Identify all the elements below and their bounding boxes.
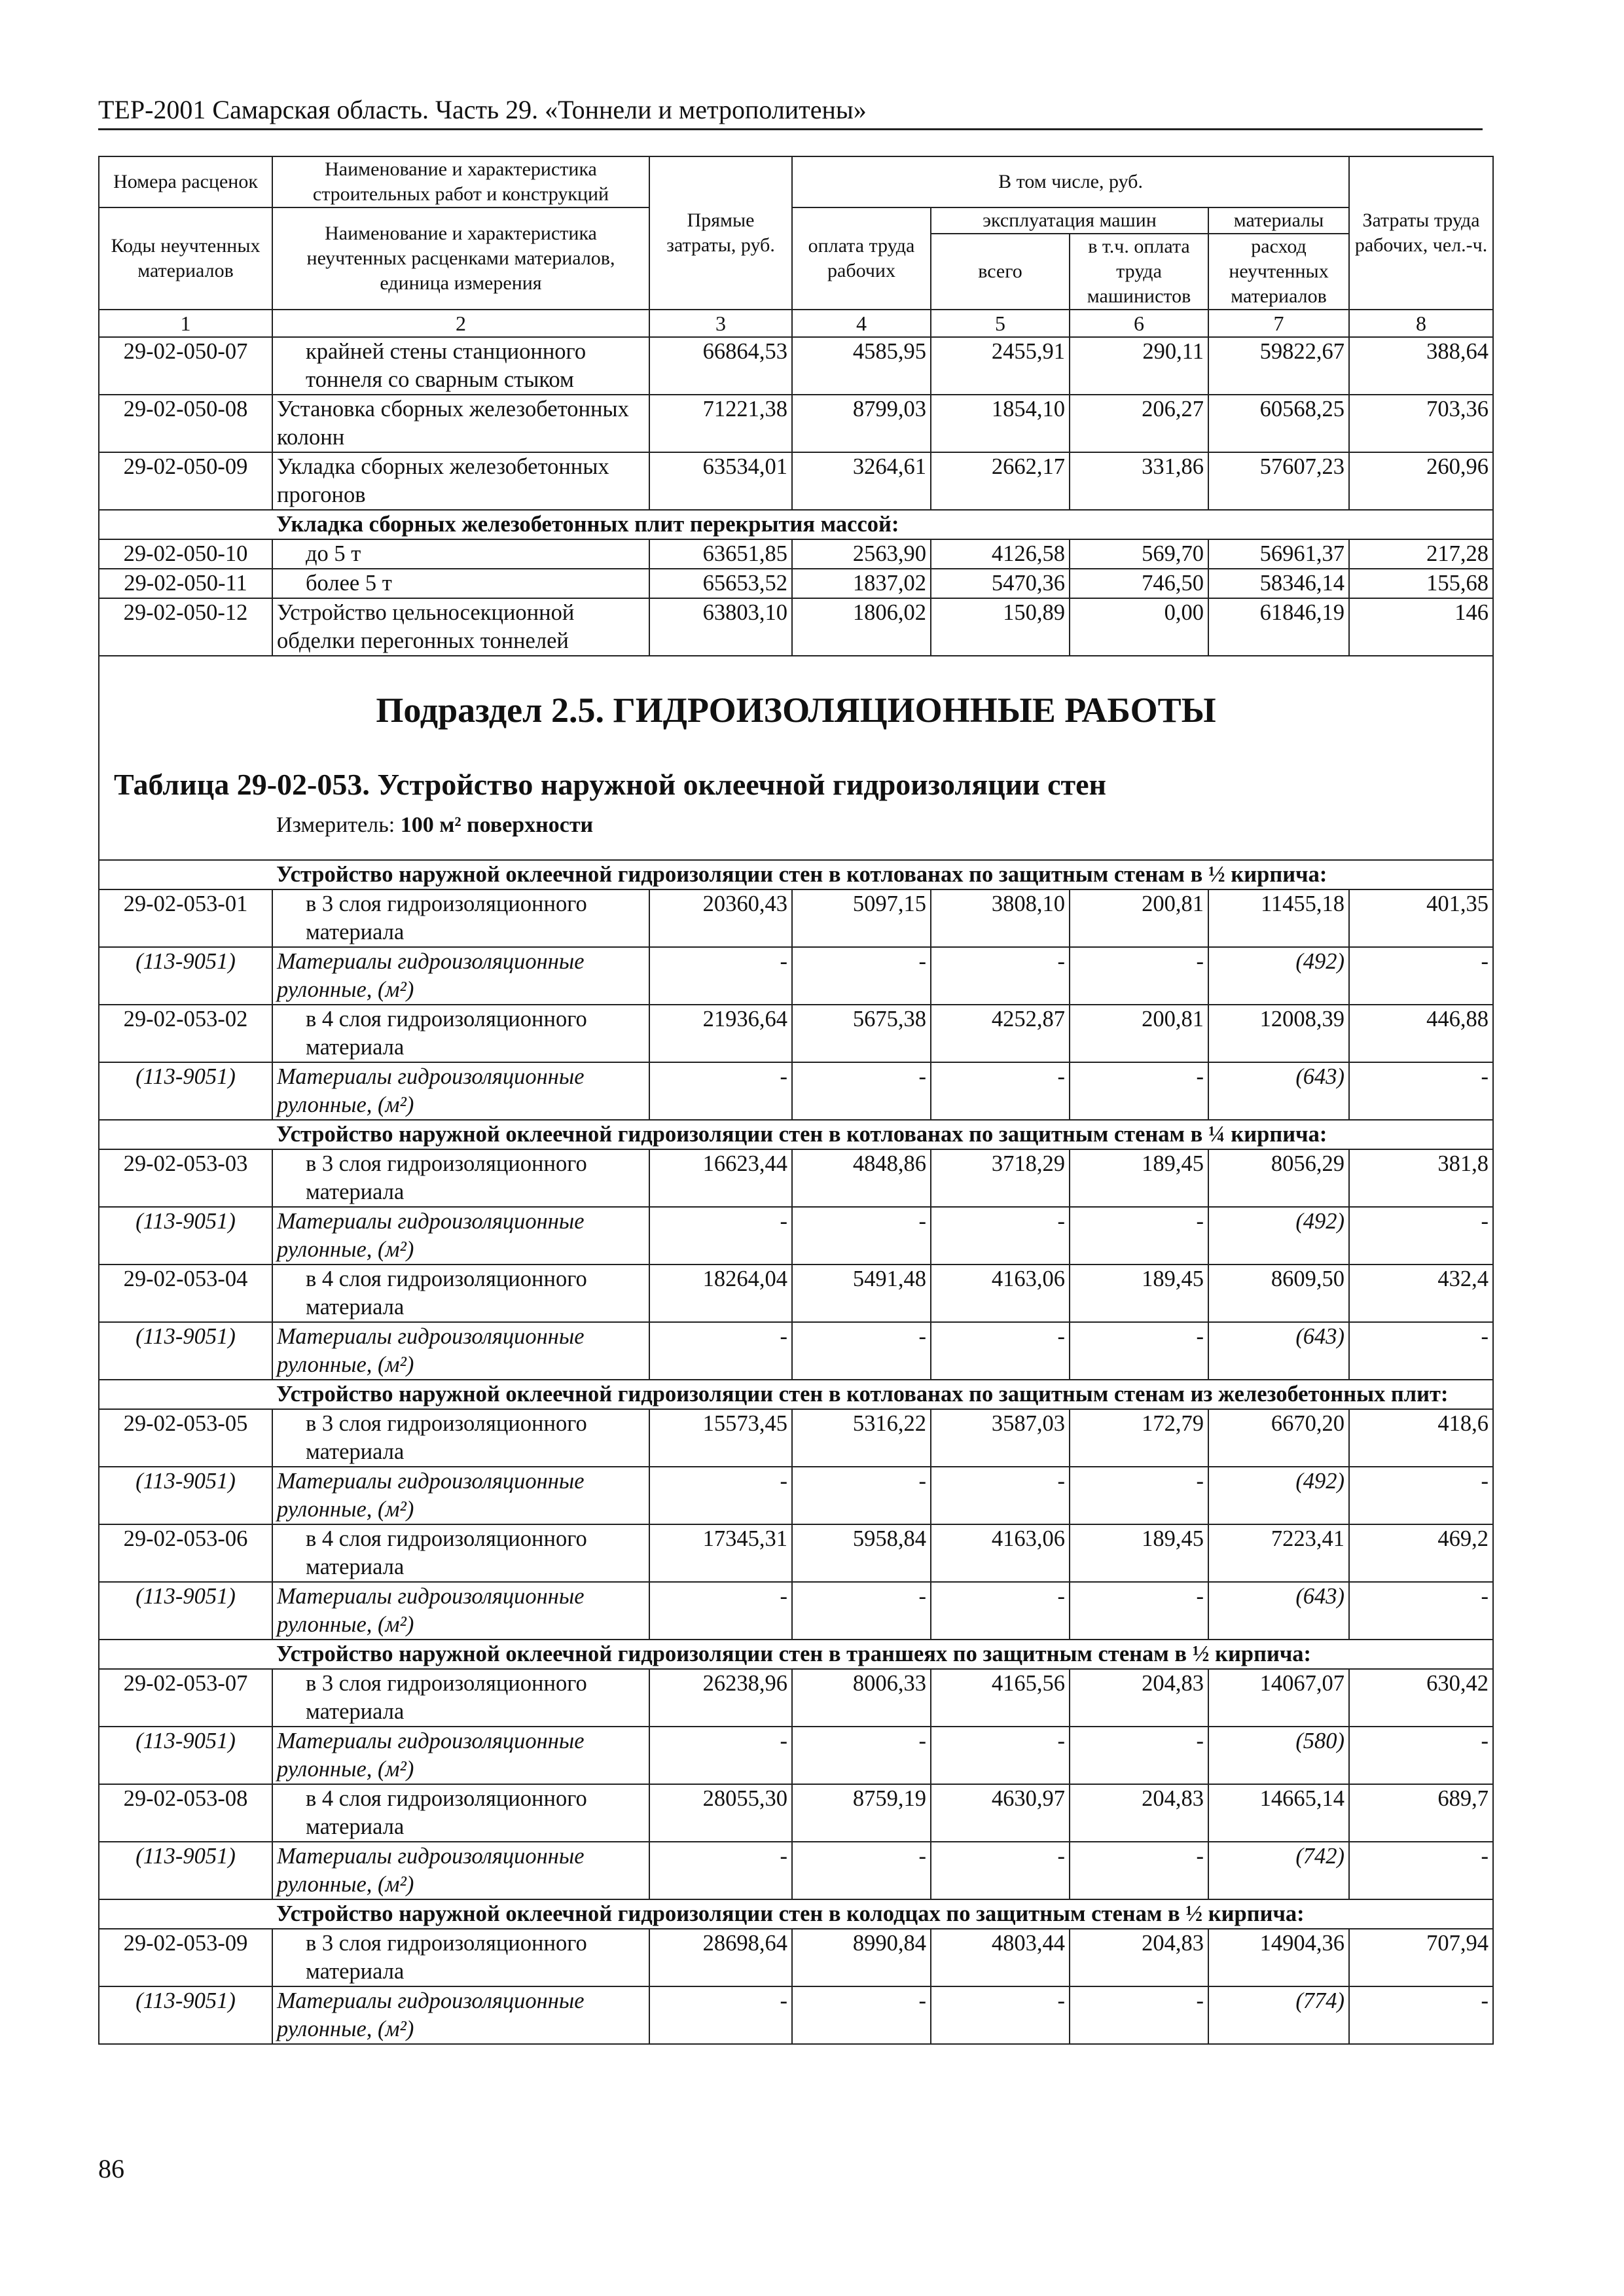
dash-cell: -	[1349, 1062, 1493, 1120]
dash-cell: -	[1070, 1207, 1208, 1265]
machines-total: 5470,36	[931, 569, 1070, 598]
machinists-pay: 290,11	[1070, 337, 1208, 395]
rate-code: 29-02-053-01	[99, 889, 272, 947]
dash-cell: -	[1070, 1467, 1208, 1524]
dash-cell: -	[1349, 1467, 1493, 1524]
direct-costs: 20360,43	[649, 889, 792, 947]
rate-code: 29-02-050-08	[99, 395, 272, 452]
material-code: (113-9051)	[99, 1986, 272, 2044]
machines-total: 1854,10	[931, 395, 1070, 452]
materials-cost: 61846,19	[1208, 598, 1349, 656]
machinists-pay: 204,83	[1070, 1784, 1208, 1842]
material-consumption: (742)	[1208, 1842, 1349, 1899]
table-row	[99, 1524, 1493, 1582]
labor-hours: 260,96	[1349, 452, 1493, 510]
direct-costs: 63651,85	[649, 539, 792, 569]
labor-hours: 418,6	[1349, 1409, 1493, 1467]
material-name: Материалы гидроизоляционные рулонные, (м²)	[272, 1842, 649, 1899]
materials-cost: 59822,67	[1208, 337, 1349, 395]
machines-total: 150,89	[931, 598, 1070, 656]
material-name: Материалы гидроизоляционные рулонные, (м²)	[272, 1986, 649, 2044]
dash-cell: -	[1349, 1582, 1493, 1640]
work-name: в 4 слоя гидроизоляционного материала	[272, 1524, 649, 1582]
direct-costs: 63534,01	[649, 452, 792, 510]
materials-cost: 60568,25	[1208, 395, 1349, 452]
dash-cell: -	[649, 1467, 792, 1524]
direct-costs: 28055,30	[649, 1784, 792, 1842]
material-name: Материалы гидроизоляционные рулонные, (м²)	[272, 1467, 649, 1524]
work-name: в 3 слоя гидроизоляционного материала	[272, 1149, 649, 1207]
material-row	[99, 1582, 1493, 1640]
direct-costs: 15573,45	[649, 1409, 792, 1467]
dash-cell: -	[931, 1467, 1070, 1524]
group-heading-row	[99, 510, 1493, 539]
materials-cost: 57607,23	[1208, 452, 1349, 510]
material-code: (113-9051)	[99, 1062, 272, 1120]
work-name: в 3 слоя гидроизоляционного материала	[272, 889, 649, 947]
workers-pay: 8799,03	[792, 395, 931, 452]
col-direct-costs: Прямые затраты, руб.	[649, 156, 792, 310]
rates-table	[98, 156, 1494, 2045]
labor-hours: 146	[1349, 598, 1493, 656]
dash-cell: -	[1070, 1727, 1208, 1784]
material-code: (113-9051)	[99, 947, 272, 1005]
material-row	[99, 1207, 1493, 1265]
work-name: более 5 т	[272, 569, 649, 598]
machinists-pay: 331,86	[1070, 452, 1208, 510]
dash-cell: -	[649, 1322, 792, 1380]
table-row	[99, 1929, 1493, 1986]
machines-total: 4165,56	[931, 1669, 1070, 1727]
col-work-name: Наименование и характеристика строительных работ и конструкций	[272, 156, 649, 207]
section-heading-cell	[99, 656, 1493, 860]
dash-cell: -	[792, 1467, 931, 1524]
workers-pay: 5675,38	[792, 1005, 931, 1062]
page-header: ТЕР-2001 Самарская область. Часть 29. «Тоннели и метрополитены»	[98, 92, 1483, 130]
dash-cell: -	[1349, 1322, 1493, 1380]
dash-cell: -	[792, 947, 931, 1005]
dash-cell: -	[931, 1062, 1070, 1120]
material-consumption: (643)	[1208, 1582, 1349, 1640]
material-name: Материалы гидроизоляционные рулонные, (м²)	[272, 947, 649, 1005]
rate-code: 29-02-050-09	[99, 452, 272, 510]
machines-total: 4630,97	[931, 1784, 1070, 1842]
machinists-pay: 569,70	[1070, 539, 1208, 569]
material-row	[99, 947, 1493, 1005]
group-heading: Устройство наружной оклеечной гидроизоляции стен в котлованах по защитным стенам в ¼ кирпича:	[99, 1120, 1493, 1149]
labor-hours: 388,64	[1349, 337, 1493, 395]
col-including: В том числе, руб.	[792, 156, 1349, 207]
direct-costs: 28698,64	[649, 1929, 792, 1986]
dash-cell: -	[931, 1207, 1070, 1265]
material-row	[99, 1727, 1493, 1784]
materials-cost: 14904,36	[1208, 1929, 1349, 1986]
materials-cost: 14067,07	[1208, 1669, 1349, 1727]
table-row	[99, 1409, 1493, 1467]
work-name: Установка сборных железобетонных колонн	[272, 395, 649, 452]
materials-cost: 8609,50	[1208, 1265, 1349, 1322]
dash-cell: -	[1349, 947, 1493, 1005]
col-materials: материалы	[1208, 207, 1349, 234]
material-consumption: (643)	[1208, 1322, 1349, 1380]
work-name: Устройство цельносекционной обделки перегонных тоннелей	[272, 598, 649, 656]
table-row	[99, 569, 1493, 598]
workers-pay: 8759,19	[792, 1784, 931, 1842]
materials-cost: 11455,18	[1208, 889, 1349, 947]
table-row	[99, 889, 1493, 947]
group-heading: Устройство наружной оклеечной гидроизоляции стен в колодцах по защитным стенам в ½ кирпича:	[99, 1899, 1493, 1929]
dash-cell: -	[1070, 1062, 1208, 1120]
dash-cell: -	[792, 1986, 931, 2044]
rate-code: 29-02-050-10	[99, 539, 272, 569]
col-number: 1	[99, 310, 272, 337]
machinists-pay: 200,81	[1070, 1005, 1208, 1062]
machines-total: 3718,29	[931, 1149, 1070, 1207]
workers-pay: 8006,33	[792, 1669, 931, 1727]
machinists-pay: 200,81	[1070, 889, 1208, 947]
machines-total: 4126,58	[931, 539, 1070, 569]
dash-cell: -	[1349, 1207, 1493, 1265]
col-number: 2	[272, 310, 649, 337]
table-body	[99, 337, 1493, 860]
rate-code: 29-02-053-09	[99, 1929, 272, 1986]
direct-costs: 21936,64	[649, 1005, 792, 1062]
table-row	[99, 395, 1493, 452]
machinists-pay: 206,27	[1070, 395, 1208, 452]
labor-hours: 401,35	[1349, 889, 1493, 947]
labor-hours: 707,94	[1349, 1929, 1493, 1986]
col-number: 3	[649, 310, 792, 337]
materials-cost: 12008,39	[1208, 1005, 1349, 1062]
workers-pay: 4848,86	[792, 1149, 931, 1207]
table-row	[99, 337, 1493, 395]
col-number: 4	[792, 310, 931, 337]
dash-cell: -	[1070, 1582, 1208, 1640]
dash-cell: -	[931, 1322, 1070, 1380]
workers-pay: 3264,61	[792, 452, 931, 510]
dash-cell: -	[792, 1582, 931, 1640]
rate-code: 29-02-050-07	[99, 337, 272, 395]
machinists-pay: 189,45	[1070, 1265, 1208, 1322]
machines-total: 2662,17	[931, 452, 1070, 510]
machinists-pay: 189,45	[1070, 1149, 1208, 1207]
col-machines: эксплуатация машин	[931, 207, 1208, 234]
work-name: в 4 слоя гидроизоляционного материала	[272, 1005, 649, 1062]
rate-code: 29-02-053-06	[99, 1524, 272, 1582]
rate-code: 29-02-053-07	[99, 1669, 272, 1727]
workers-pay: 4585,95	[792, 337, 931, 395]
measure-line	[276, 812, 1492, 838]
workers-pay: 5097,15	[792, 889, 931, 947]
group-heading: Устройство наружной оклеечной гидроизоляции стен в котлованах по защитным стенам из железобетонных плит:	[99, 1380, 1493, 1409]
direct-costs: 65653,52	[649, 569, 792, 598]
material-consumption: (492)	[1208, 947, 1349, 1005]
material-code: (113-9051)	[99, 1582, 272, 1640]
dash-cell: -	[792, 1727, 931, 1784]
col-machines-total: всего	[931, 234, 1070, 310]
machines-total: 3587,03	[931, 1409, 1070, 1467]
material-code: (113-9051)	[99, 1727, 272, 1784]
dash-cell: -	[1349, 1727, 1493, 1784]
section-title: Подраздел 2.5. ГИДРОИЗОЛЯЦИОННЫЕ РАБОТЫ	[376, 691, 1216, 730]
material-row	[99, 1842, 1493, 1899]
col-number: 6	[1070, 310, 1208, 337]
workers-pay: 5316,22	[792, 1409, 931, 1467]
labor-hours: 689,7	[1349, 1784, 1493, 1842]
col-material-names: Наименование и характеристика неучтенных расценками материалов, единица измерения	[272, 207, 649, 310]
workers-pay: 8990,84	[792, 1929, 931, 1986]
machinists-pay: 204,83	[1070, 1929, 1208, 1986]
material-consumption: (492)	[1208, 1207, 1349, 1265]
col-workers-pay: оплата труда рабочих	[792, 207, 931, 310]
labor-hours: 381,8	[1349, 1149, 1493, 1207]
rate-code: 29-02-053-02	[99, 1005, 272, 1062]
labor-hours: 217,28	[1349, 539, 1493, 569]
col-material-codes: Коды неучтенных материалов	[99, 207, 272, 310]
labor-hours: 432,4	[1349, 1265, 1493, 1322]
material-row	[99, 1467, 1493, 1524]
rate-code: 29-02-050-12	[99, 598, 272, 656]
direct-costs: 71221,38	[649, 395, 792, 452]
col-number: 7	[1208, 310, 1349, 337]
material-code: (113-9051)	[99, 1467, 272, 1524]
labor-hours: 703,36	[1349, 395, 1493, 452]
dash-cell: -	[931, 1986, 1070, 2044]
table-row	[99, 539, 1493, 569]
dash-cell: -	[931, 1842, 1070, 1899]
rate-code: 29-02-053-05	[99, 1409, 272, 1467]
material-name: Материалы гидроизоляционные рулонные, (м²)	[272, 1582, 649, 1640]
dash-cell: -	[649, 1582, 792, 1640]
col-number: 5	[931, 310, 1070, 337]
material-code: (113-9051)	[99, 1207, 272, 1265]
dash-cell: -	[649, 1062, 792, 1120]
labor-hours: 630,42	[1349, 1669, 1493, 1727]
col-rate-numbers: Номера расценок	[99, 156, 272, 207]
rate-code: 29-02-050-11	[99, 569, 272, 598]
direct-costs: 26238,96	[649, 1669, 792, 1727]
material-consumption: (492)	[1208, 1467, 1349, 1524]
work-name: до 5 т	[272, 539, 649, 569]
direct-costs: 18264,04	[649, 1265, 792, 1322]
measure-value: 100 м² поверхности	[400, 813, 594, 837]
material-code: (113-9051)	[99, 1842, 272, 1899]
materials-cost: 14665,14	[1208, 1784, 1349, 1842]
material-consumption: (580)	[1208, 1727, 1349, 1784]
group-heading-row	[99, 1640, 1493, 1669]
dash-cell: -	[931, 947, 1070, 1005]
work-name: в 3 слоя гидроизоляционного материала	[272, 1409, 649, 1467]
dash-cell: -	[1070, 1842, 1208, 1899]
groups-body	[99, 860, 1493, 2044]
rate-code: 29-02-053-03	[99, 1149, 272, 1207]
workers-pay: 1806,02	[792, 598, 931, 656]
work-name: крайней стены станционного тоннеля со сварным стыком	[272, 337, 649, 395]
dash-cell: -	[1070, 1986, 1208, 2044]
group-heading-row	[99, 1899, 1493, 1929]
workers-pay: 5958,84	[792, 1524, 931, 1582]
group-heading: Укладка сборных железобетонных плит перекрытия массой:	[99, 510, 1493, 539]
labor-hours: 446,88	[1349, 1005, 1493, 1062]
page-number: 86	[98, 2154, 124, 2183]
dash-cell: -	[1349, 1842, 1493, 1899]
machinists-pay: 172,79	[1070, 1409, 1208, 1467]
dash-cell: -	[792, 1207, 931, 1265]
group-heading: Устройство наружной оклеечной гидроизоляции стен в траншеях по защитным стенам в ½ кирпича:	[99, 1640, 1493, 1669]
machinists-pay: 189,45	[1070, 1524, 1208, 1582]
workers-pay: 1837,02	[792, 569, 931, 598]
machines-total: 2455,91	[931, 337, 1070, 395]
group-heading-row	[99, 1380, 1493, 1409]
direct-costs: 66864,53	[649, 337, 792, 395]
measure-label: Измеритель:	[276, 813, 395, 837]
rate-code: 29-02-053-04	[99, 1265, 272, 1322]
group-heading-row	[99, 860, 1493, 889]
dash-cell: -	[1349, 1986, 1493, 2044]
work-name: в 4 слоя гидроизоляционного материала	[272, 1784, 649, 1842]
material-name: Материалы гидроизоляционные рулонные, (м²)	[272, 1727, 649, 1784]
work-name: Укладка сборных железобетонных прогонов	[272, 452, 649, 510]
table-row	[99, 598, 1493, 656]
work-name: в 4 слоя гидроизоляционного материала	[272, 1265, 649, 1322]
col-material-consumption: расход неучтенных материалов	[1208, 234, 1349, 310]
material-consumption: (643)	[1208, 1062, 1349, 1120]
machines-total: 4252,87	[931, 1005, 1070, 1062]
table-row	[99, 452, 1493, 510]
dash-cell: -	[649, 1727, 792, 1784]
direct-costs: 17345,31	[649, 1524, 792, 1582]
table-head	[99, 156, 1493, 337]
dash-cell: -	[1070, 1322, 1208, 1380]
work-name: в 3 слоя гидроизоляционного материала	[272, 1669, 649, 1727]
section-heading-row	[99, 656, 1493, 860]
material-row	[99, 1322, 1493, 1380]
materials-cost: 6670,20	[1208, 1409, 1349, 1467]
machines-total: 4163,06	[931, 1524, 1070, 1582]
dash-cell: -	[649, 1207, 792, 1265]
material-consumption: (774)	[1208, 1986, 1349, 2044]
machinists-pay: 0,00	[1070, 598, 1208, 656]
table-row	[99, 1784, 1493, 1842]
col-labor-costs: Затраты труда рабочих, чел.-ч.	[1349, 156, 1493, 310]
col-number: 8	[1349, 310, 1493, 337]
dash-cell: -	[649, 1842, 792, 1899]
dash-cell: -	[931, 1582, 1070, 1640]
direct-costs: 16623,44	[649, 1149, 792, 1207]
table-row	[99, 1005, 1493, 1062]
machinists-pay: 204,83	[1070, 1669, 1208, 1727]
rate-code: 29-02-053-08	[99, 1784, 272, 1842]
materials-cost: 58346,14	[1208, 569, 1349, 598]
machines-total: 4803,44	[931, 1929, 1070, 1986]
group-heading-row	[99, 1120, 1493, 1149]
labor-hours: 469,2	[1349, 1524, 1493, 1582]
materials-cost: 56961,37	[1208, 539, 1349, 569]
direct-costs: 63803,10	[649, 598, 792, 656]
dash-cell: -	[792, 1062, 931, 1120]
dash-cell: -	[792, 1842, 931, 1899]
table-row	[99, 1669, 1493, 1727]
dash-cell: -	[649, 947, 792, 1005]
workers-pay: 5491,48	[792, 1265, 931, 1322]
dash-cell: -	[792, 1322, 931, 1380]
dash-cell: -	[1070, 947, 1208, 1005]
table-title: Таблица 29-02-053. Устройство наружной оклеечной гидроизоляции стен	[114, 768, 1107, 801]
material-row	[99, 1986, 1493, 2044]
material-name: Материалы гидроизоляционные рулонные, (м²)	[272, 1207, 649, 1265]
materials-cost: 7223,41	[1208, 1524, 1349, 1582]
group-heading: Устройство наружной оклеечной гидроизоляции стен в котлованах по защитным стенам в ½ кирпича:	[99, 860, 1493, 889]
material-code: (113-9051)	[99, 1322, 272, 1380]
workers-pay: 2563,90	[792, 539, 931, 569]
machines-total: 3808,10	[931, 889, 1070, 947]
labor-hours: 155,68	[1349, 569, 1493, 598]
materials-cost: 8056,29	[1208, 1149, 1349, 1207]
material-row	[99, 1062, 1493, 1120]
machinists-pay: 746,50	[1070, 569, 1208, 598]
material-name: Материалы гидроизоляционные рулонные, (м²)	[272, 1322, 649, 1380]
col-machinists-pay: в т.ч. оплата труда машинистов	[1070, 234, 1208, 310]
table-row	[99, 1149, 1493, 1207]
table-row	[99, 1265, 1493, 1322]
dash-cell: -	[649, 1986, 792, 2044]
machines-total: 4163,06	[931, 1265, 1070, 1322]
material-name: Материалы гидроизоляционные рулонные, (м²)	[272, 1062, 649, 1120]
dash-cell: -	[931, 1727, 1070, 1784]
column-numbers-row	[99, 310, 1493, 337]
work-name: в 3 слоя гидроизоляционного материала	[272, 1929, 649, 1986]
